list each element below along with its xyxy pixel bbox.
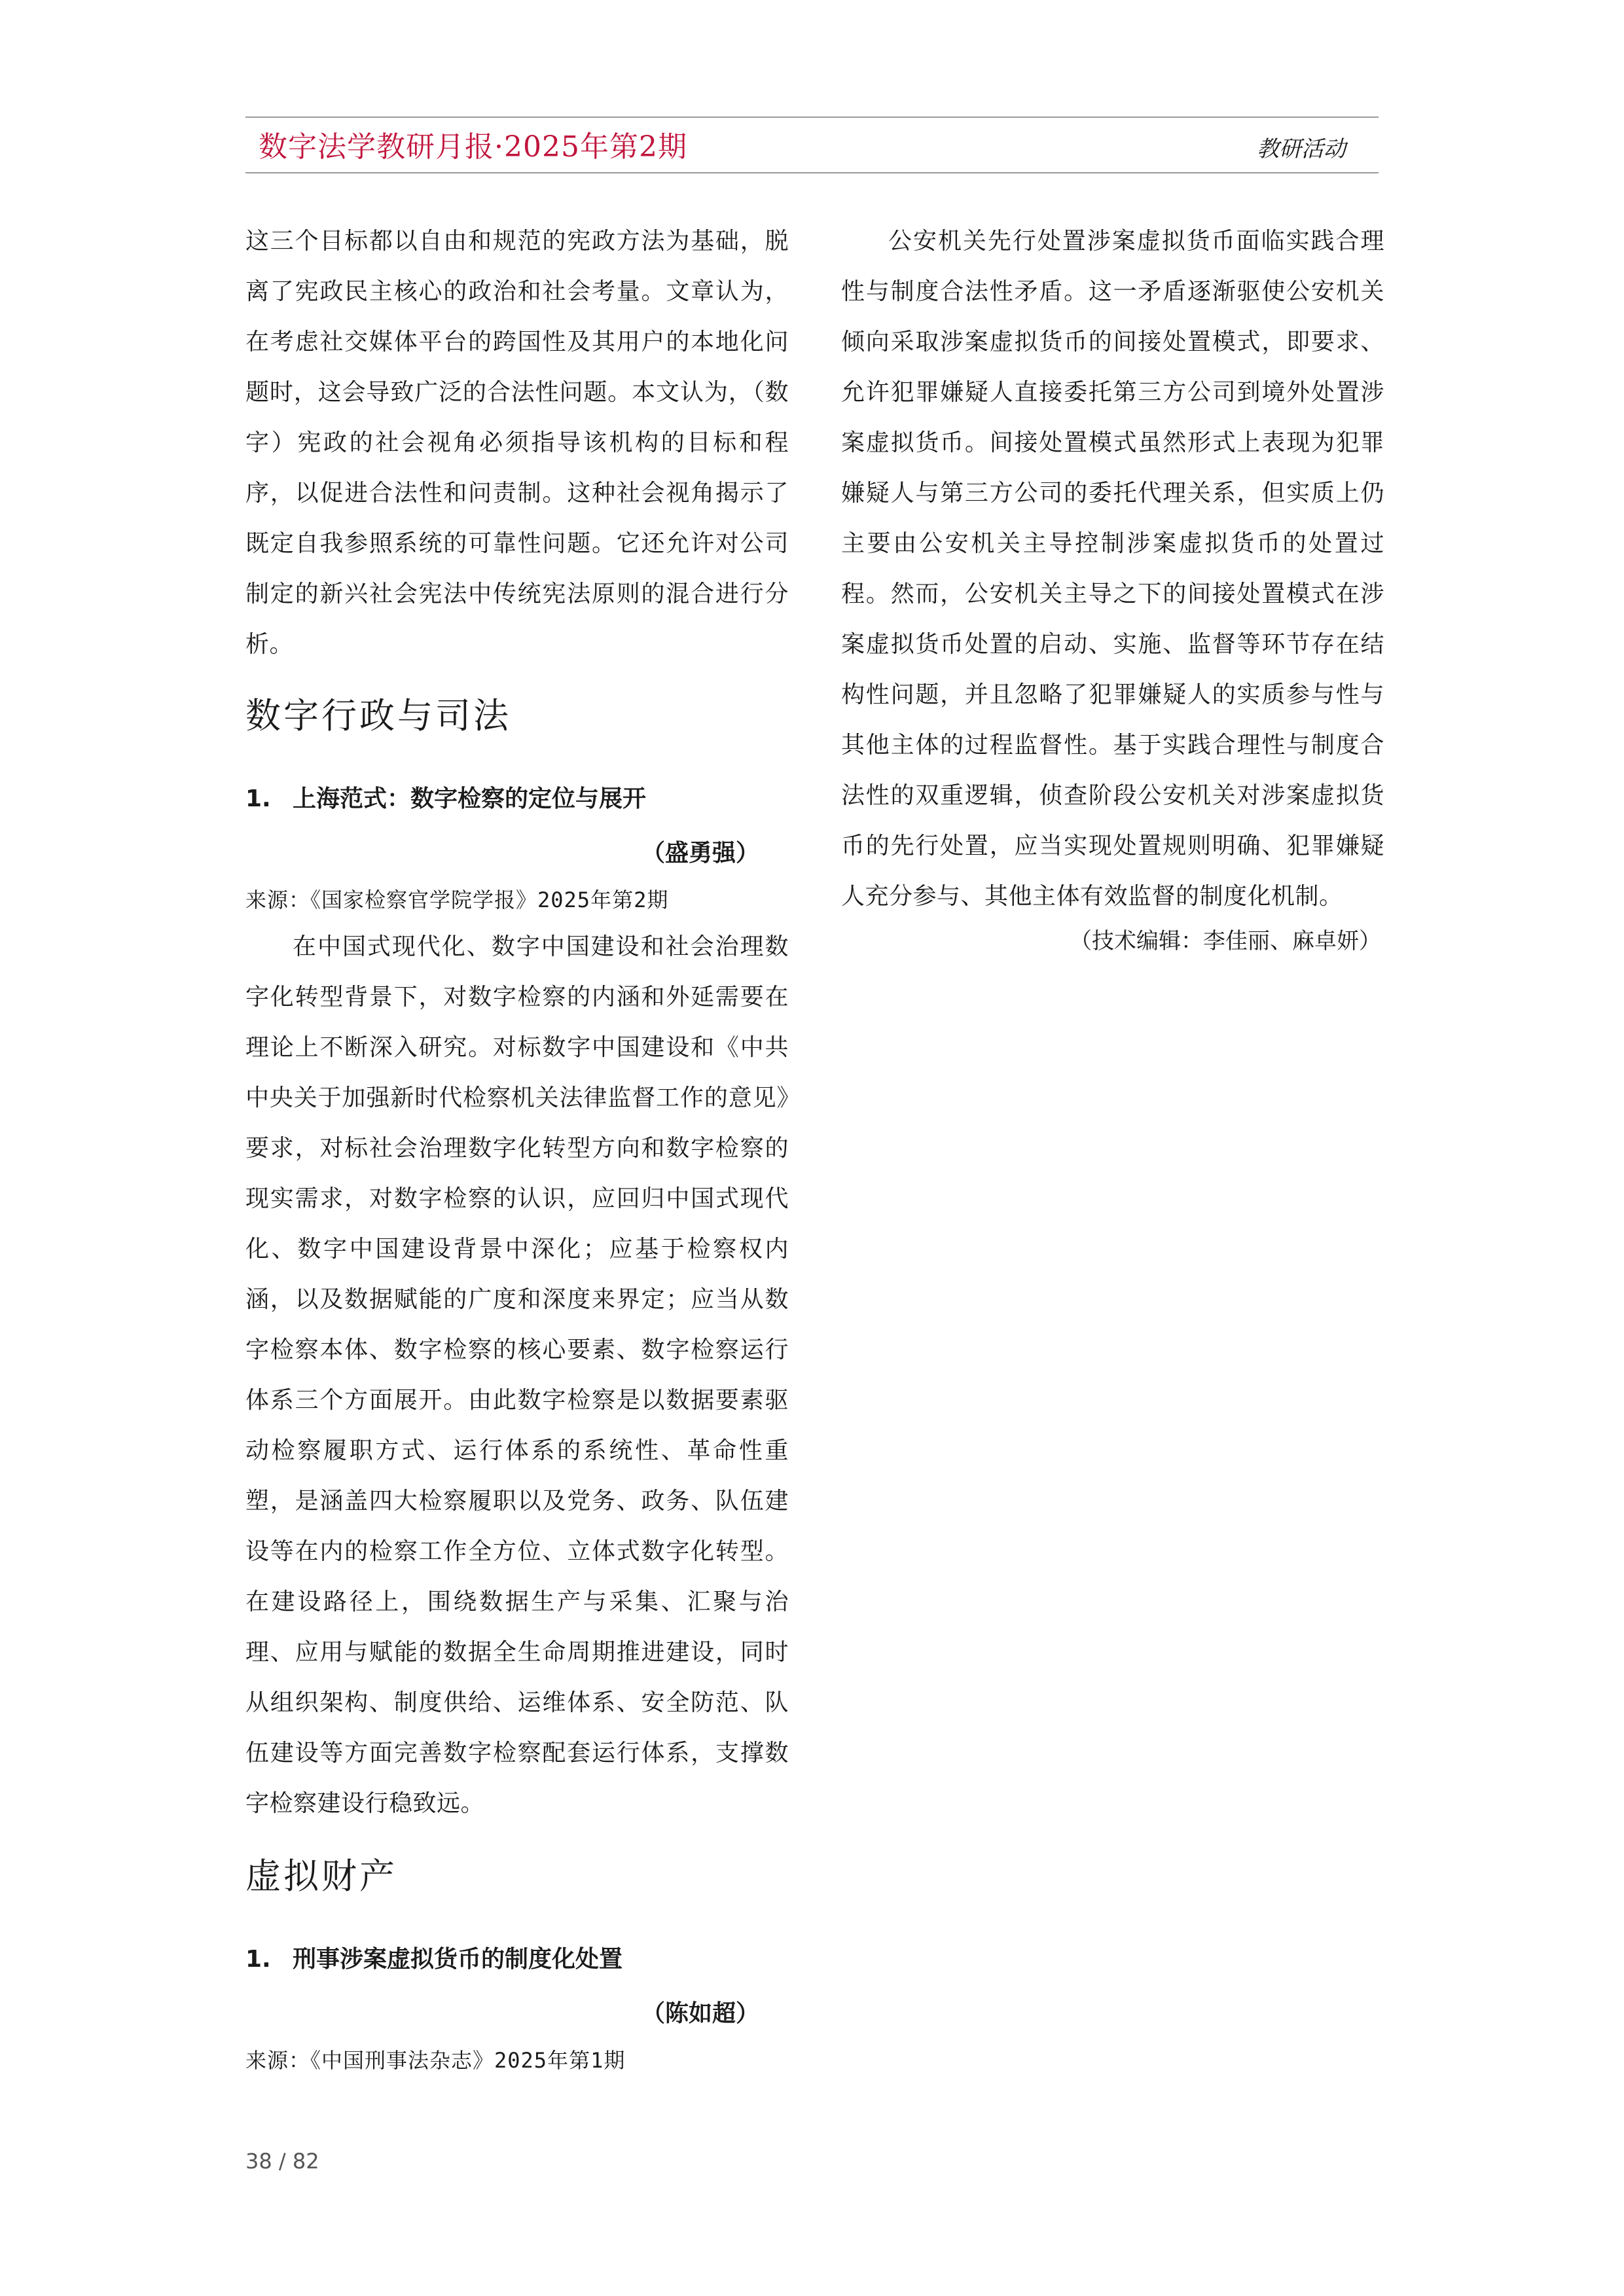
- article-title: [245, 780, 789, 814]
- journal-title: 数字法学教研月报·2025年第2期: [259, 130, 687, 164]
- article-author: （盛勇强）: [641, 840, 759, 867]
- article-title-text: 上海范式：数字检察的定位与展开: [293, 785, 647, 812]
- section-heading-digital-admin: 数字行政与司法: [245, 695, 511, 736]
- article-source: 来源：《国家检察官学院学报》2025年第2期: [245, 888, 669, 912]
- article-abstract: 公安机关先行处置涉案虚拟货币面临实践合理性与制度合法性矛盾。这一矛盾逐渐驱使公安机关倾向采取涉案虚拟货币的间接处置模式，即要求、允许犯罪嫌疑人直接委托第三方公司到境外处置涉案虚拟货币。间接处置模式虽然形式上表现为犯罪嫌疑人与第三方公司的委托代理关系，但实质上仍主要由公安机关主导控制涉案虚拟货币的处置过程。然而，公安机关主导之下的间接处置模式在涉案虚拟货币处置的启动、实施、监督等环节存在结构性问题，并且忽略了犯罪嫌疑人的实质参与性与其他主体的过程监督性。基于实践合理性与制度合法性的双重逻辑，侦查阶段公安机关对涉案虚拟货币的先行处置，应当实现处置规则明确、犯罪嫌疑人充分参与、其他主体有效监督的制度化机制。: [841, 228, 1384, 910]
- section-label: 教研活动: [1257, 136, 1346, 162]
- header-rule-bottom: [245, 172, 1379, 173]
- article-source: 来源：《中国刑事法杂志》2025年第1期: [245, 2048, 626, 2073]
- header-rule-top: [245, 117, 1379, 118]
- left-column: [245, 216, 789, 2074]
- article-title: [245, 1941, 789, 1974]
- article-author: （陈如超）: [641, 2000, 759, 2027]
- article-number: 1.: [245, 785, 271, 812]
- article-title-text: 刑事涉案虚拟货币的制度化处置: [293, 1946, 623, 1973]
- right-column: [841, 216, 1384, 955]
- article-number: 1.: [245, 1946, 271, 1973]
- tech-editor-credit: （技术编辑：李佳丽、麻卓妍）: [1070, 928, 1381, 954]
- intro-paragraph: 这三个目标都以自由和规范的宪政方法为基础，脱离了宪政民主核心的政治和社会考量。文章认为，在考虑社交媒体平台的跨国性及其用户的本地化问题时，这会导致广泛的合法性问题。本文认为，（数字）宪政的社会视角必须指导该机构的目标和程序，以促进合法性和问责制。这种社会视角揭示了既定自我参照系统的可靠性问题。它还允许对公司制定的新兴社会宪法中传统宪法原则的混合进行分析。: [245, 228, 789, 658]
- article-abstract: 在中国式现代化、数字中国建设和社会治理数字化转型背景下，对数字检察的内涵和外延需要在理论上不断深入研究。对标数字中国建设和《中共中央关于加强新时代检察机关法律监督工作的意见》要求，对标社会治理数字化转型方向和数字检察的现实需求，对数字检察的认识，应回归中国式现代化、数字中国建设背景中深化；应基于检察权内涵，以及数据赋能的广度和深度来界定；应当从数字检察本体、数字检察的核心要素、数字检察运行体系三个方面展开。由此数字检察是以数据要素驱动检察履职方式、运行体系的系统性、革命性重塑，是涵盖四大检察履职以及党务、政务、队伍建设等在内的检察工作全方位、立体式数字化转型。在建设路径上，围绕数据生产与采集、汇聚与治理、应用与赋能的数据全生命周期推进建设，同时从组织架构、制度供给、运维体系、安全防范、队伍建设等方面完善数字检察配套运行体系，支撑数字检察建设行稳致远。: [245, 933, 789, 1817]
- page-number: 38 / 82: [245, 2149, 319, 2174]
- section-heading-virtual-property: 虚拟财产: [245, 1856, 397, 1897]
